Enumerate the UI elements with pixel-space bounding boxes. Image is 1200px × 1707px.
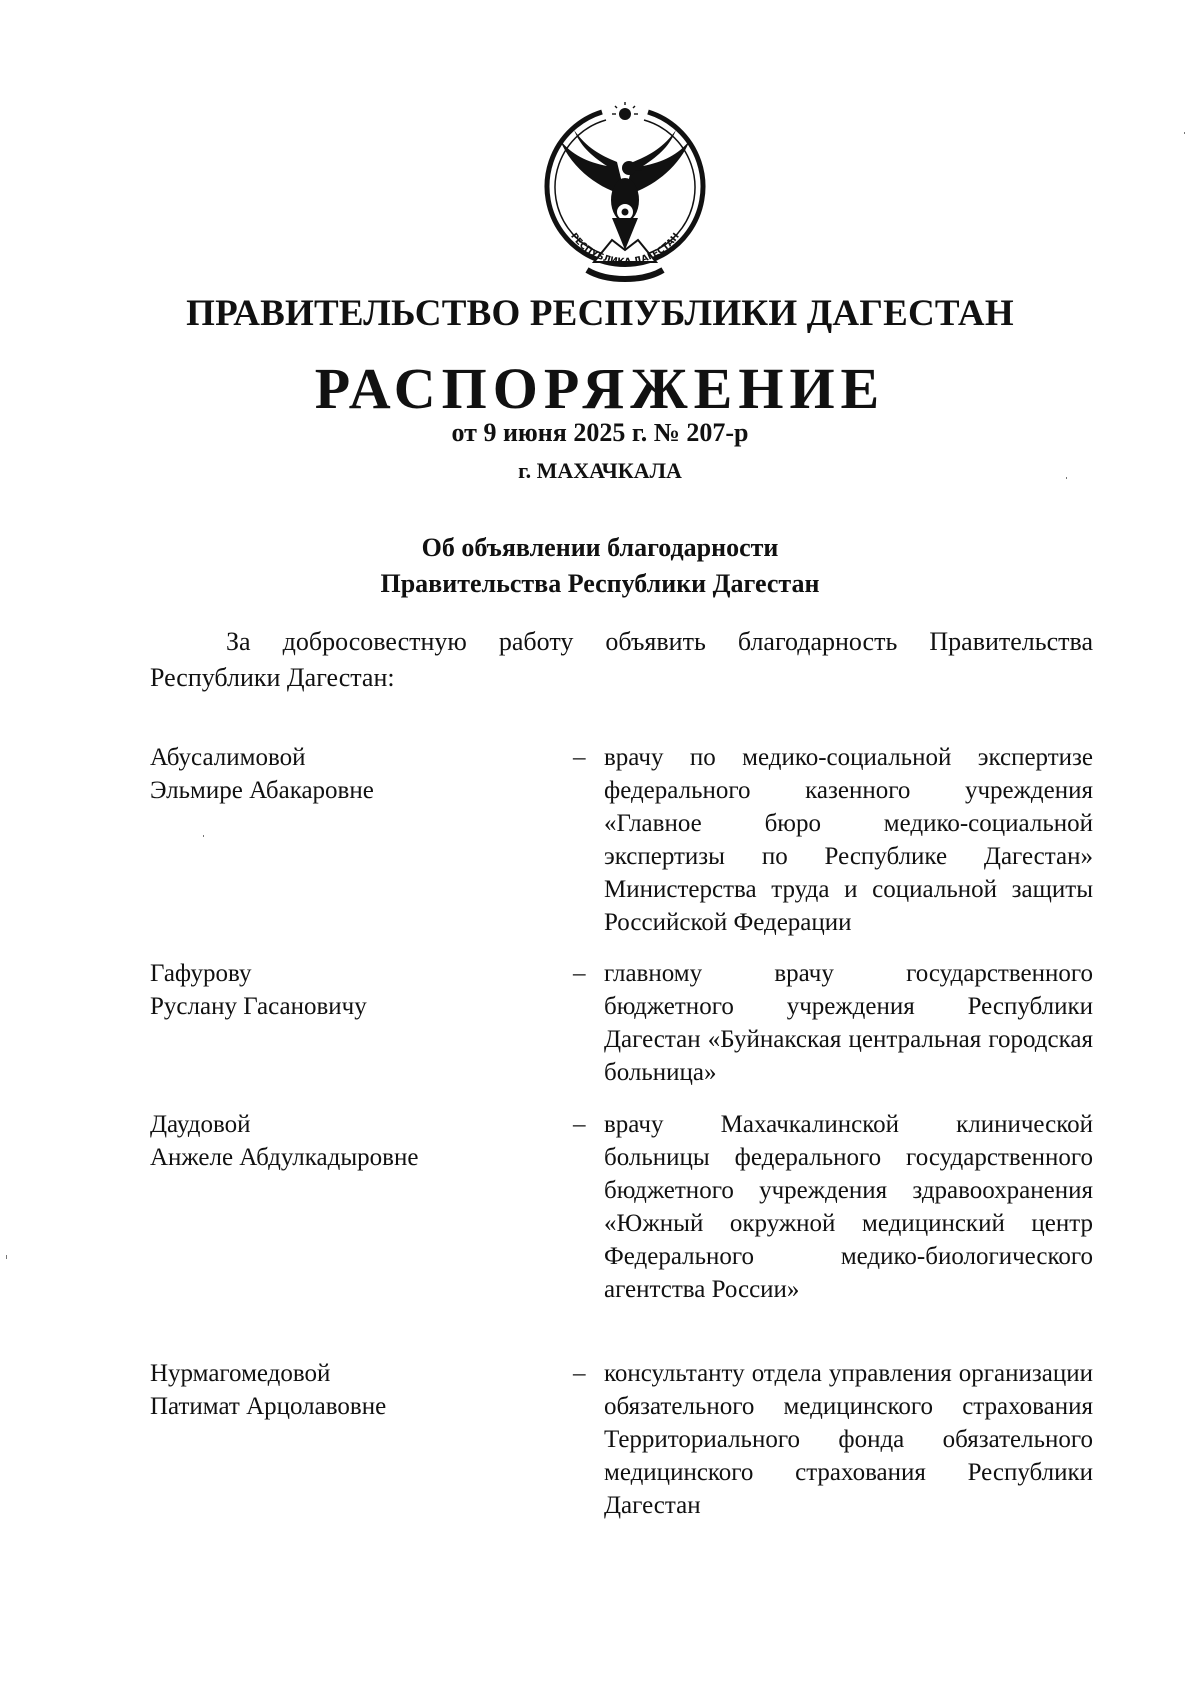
intro-line-2: Республики Дагестан:: [150, 663, 395, 692]
recipient-given-name: Анжеле Абдулкадыровне: [150, 1144, 419, 1171]
recipient-surname: Нурмагомедовой: [150, 1360, 331, 1387]
entry-dash: –: [573, 960, 586, 987]
subject-line-2: Правительства Республики Дагестан: [380, 569, 820, 598]
document-date-number: от 9 июня 2025 г. № 207-р: [451, 418, 749, 447]
recipient-name: [150, 957, 570, 1023]
recipient-surname: Даудовой: [150, 1111, 251, 1138]
scan-speck: [6, 1255, 7, 1259]
subject-line-1: Об объявлении благодарности: [421, 533, 779, 562]
recipient-given-name: Эльмире Абакаровне: [150, 777, 374, 804]
coat-of-arms-emblem: [532, 100, 718, 286]
entry-dash: –: [573, 1360, 586, 1387]
recipient-name: [150, 1108, 570, 1174]
entry-dash: –: [573, 1111, 586, 1138]
scan-speck: [203, 835, 204, 837]
recipient-position: главному врачу государственного бюджетного учреждения Республики Дагестан «Буйнакская центральная городская больница»: [604, 960, 1093, 1086]
emblem-lettering: РЕСПУБЛИКА ДАГЕСТАН: [568, 231, 682, 268]
document-subject: [0, 530, 1200, 602]
scan-speck: [1066, 477, 1067, 479]
intro-paragraph: [150, 624, 1093, 696]
document-city: г. МАХАЧКАЛА: [518, 458, 682, 483]
entry-dash: –: [573, 744, 586, 771]
recipient-name: [150, 1357, 570, 1423]
recipient-position: врачу по медико-социальной экспертизе федерального казенного учреждения «Главное бюро медико-социальной экспертизы по Республике Дагестан» Министерства труда и социальной защиты Российской Федерации: [604, 744, 1093, 936]
intro-line-1: За добросовестную работу объявить благодарность Правительства: [226, 627, 1093, 656]
scan-speck: [1184, 132, 1185, 134]
recipient-given-name: Руслану Гасановичу: [150, 993, 367, 1020]
recipient-position: консультанту отдела управления организации обязательного медицинского страхования Территориального фонда обязательного медицинского страхования Республики Дагестан: [604, 1360, 1093, 1519]
recipient-surname: Гафурову: [150, 960, 252, 987]
recipient-surname: Абусалимовой: [150, 744, 306, 771]
recipient-name: [150, 741, 570, 807]
recipient-given-name: Патимат Арцолавовне: [150, 1393, 387, 1420]
government-title: ПРАВИТЕЛЬСТВО РЕСПУБЛИКИ ДАГЕСТАН: [186, 293, 1014, 334]
document-type-heading: РАСПОРЯЖЕНИЕ: [314, 356, 886, 421]
recipient-position: врачу Махачкалинской клинической больницы федерального государственного бюджетного учреждения здравоохранения «Южный окружной медицинский центр Федерального медико-биологического агентства России»: [604, 1111, 1093, 1303]
